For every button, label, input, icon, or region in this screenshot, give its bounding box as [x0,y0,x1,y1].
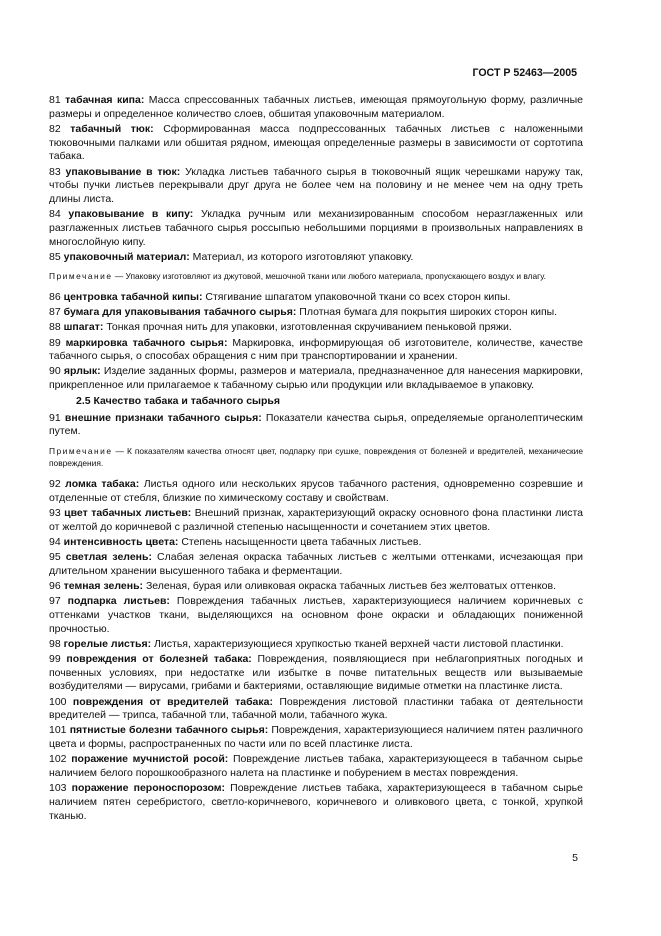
term-name: ломка табака: [65,477,140,490]
term-number: 101 [49,724,67,737]
note-packaging [49,270,583,283]
term-number: 85 [49,250,61,263]
term-entry [49,251,583,265]
term-definition: Повреждения листовой пластинки табака от деятельности вредителей — трипса, табачной тли, табачной моли, табачного жука. [49,695,583,722]
term-entry [49,94,583,121]
term-number: 97 [49,595,61,608]
term-number: 84 [49,208,61,221]
term-number: 89 [49,336,61,349]
term-number: 95 [49,550,61,563]
term-definition: Листья одного или нескольких ярусов табачного растения, одновременно созревшие и отделенные от стебля, близкие по химическому составу и свойствам. [49,477,583,504]
term-number: 81 [49,94,61,106]
term-definition: Зеленая, бурая или оливковая окраска табачных листьев без желтоватых оттенков. [143,579,557,592]
term-definition: Повреждение листьев табака, характеризующееся в табачном сырье наличием белого порошкообразного налета на пластинке и побурением в местах повреждения. [49,753,583,780]
term-definition: Масса спрессованных табачных листьев, имеющая прямоугольную форму, различные размеры и определенное количество слоев, обшитая упаковочным материалом. [49,94,583,120]
term-definition: Листья, характеризующиеся хрупкостью тканей верхней части листовой пластинки. [151,637,564,650]
term-name: упаковочный материал: [63,250,190,263]
term-definition: Тонкая прочная нить для упаковки, изготовленная скручиванием пеньковой пряжи. [103,321,512,334]
term-number: 86 [49,290,61,303]
term-entry [49,653,583,694]
term-entry [49,580,583,594]
term-name: поражение мучнистой росой: [71,753,229,766]
term-name: поражение пероноспорозом: [71,782,226,795]
term-definition: Внешний признак, характеризующий окраску основного фона пластинки листа от желтой до коричневой с различной степенью насыщенности и сочетанием этих цветов. [49,506,584,533]
term-number: 98 [49,637,61,650]
term-number: 102 [49,753,67,766]
term-definition: Сформированная масса подпрессованных табачных листьев с наложенными тюковочными палками или обшитая рядном, имеющая определенные размеры в зависимости от сортотипа табака. [49,122,584,163]
term-name: пятнистые болезни табачного сырья: [69,724,269,737]
note-quality [49,445,583,470]
entries-group-c [49,412,583,439]
term-entry [49,306,583,320]
term-number: 100 [49,695,67,708]
term-entry [49,166,583,207]
term-number: 90 [49,365,61,378]
term-number: 93 [49,506,61,519]
term-entry [49,551,583,578]
term-name: упаковывание в тюк: [65,165,181,178]
term-number: 82 [49,122,61,135]
term-name: горелые листья: [63,637,152,650]
term-definition: Плотная бумага для покрытия широких сторон кипы. [296,306,558,319]
term-entry [49,507,583,534]
term-entry [49,291,583,305]
term-name: шпагат: [63,321,104,334]
document-header: ГОСТ Р 52463—2005 [472,67,577,79]
term-entry [49,536,583,550]
term-number: 94 [49,535,61,548]
note-label: Примечание [49,271,113,282]
term-number: 96 [49,579,61,592]
term-name: светлая зелень: [65,550,152,563]
term-name: внешние признаки табачного сырья: [64,411,262,424]
entries-group-d [49,478,583,823]
term-number: 99 [49,652,61,665]
term-definition: Стягивание шпагатом упаковочной ткани со всех сторон кипы. [202,290,511,303]
term-entry [49,412,583,439]
term-number: 92 [49,477,61,490]
term-entry [49,321,583,335]
entries-group-a [49,94,583,264]
term-definition: Укладка листьев табачного сырья в тюковочный ящик черешками наружу так, чтобы пучки листьев перекрывали друг друга не более чем на половину и не менее чем на одну треть длины листа. [49,165,584,205]
term-entry [49,724,583,751]
term-number: 83 [49,165,61,178]
term-name: повреждения от вредителей табака: [72,695,273,708]
term-number: 87 [49,306,61,319]
term-definition: Укладка ручным или механизированным способом неразглаженных или разглаженных листьев табачного сырья россыпью небольшими порциями в произвольных направлениях в многослойную кипу. [49,208,584,248]
term-entry [49,478,583,505]
term-number: 91 [49,411,61,424]
term-name: интенсивность цвета: [63,535,179,548]
term-name: повреждения от болезней табака: [66,652,252,665]
term-definition: Степень насыщенности цвета табачных листьев. [178,535,422,548]
note-text: — К показателям качества относят цвет, подпарку при сушке, повреждения от болезней и вредителей, механические повреждения. [49,445,584,469]
term-entry [49,595,583,636]
term-name: табачная кипа: [65,94,145,106]
term-definition: Материал, из которого изготовляют упаковку. [189,250,414,263]
term-name: цвет табачных листьев: [64,506,192,519]
term-name: подпарка листьев: [67,595,170,608]
section-title: 2.5 Качество табака и табачного сырья [76,394,281,407]
term-entry [49,123,583,164]
term-definition: Повреждение листьев табака, характеризующееся в табачном сырье наличием пятен серебристого, светло-коричневого, коричневого и оливкового цвета, с тонкой, хрупкой тканью. [49,782,583,822]
term-name: бумага для упаковывания табачного сырья: [63,306,297,319]
page-number: 5 [572,852,578,864]
term-definition: Повреждения, появляющиеся при неблагоприятных погодных и почвенных условиях, при недостатке или избытке в почве питательных веществ или вызываемые возбудителями — вирусами, грибами и бактериями, оставляющие видимые отметки на пластинке листа. [49,652,584,693]
term-name: маркировка табачного сырья: [65,336,228,349]
term-entry [49,696,583,723]
term-entry [49,638,583,652]
note-text: — Упаковку изготовляют из джутовой, мешочной ткани или любого материала, пропускающего воздух и влагу. [114,271,546,282]
term-number: 103 [49,782,67,795]
term-number: 88 [49,321,61,334]
term-entry [49,782,583,823]
term-definition: Маркировка, информирующая об изготовителе, количестве, качестве табачного сырья, о способах обращения с ним при транспортировании и хранении. [49,336,583,363]
term-name: центровка табачной кипы: [63,290,203,303]
term-name: темная зелень: [63,579,144,592]
document-body [49,94,583,825]
term-definition: Показатели качества сырья, определяемые органолептическим путем. [49,411,583,438]
note-label: Примечание [49,445,113,456]
term-entry [49,208,583,249]
term-name: ярлык: [63,365,101,378]
term-name: упаковывание в кипу: [68,208,194,221]
term-entry [49,337,583,364]
term-definition: Повреждения, характеризующиеся наличием пятен различного цвета и формы, распространенных по части или по всей пластинке листа. [49,724,583,751]
entries-group-b [49,291,583,393]
term-entry [49,365,583,392]
term-name: табачный тюк: [70,122,154,135]
term-entry [49,753,583,780]
term-definition: Слабая зеленая окраска табачных листьев с желтыми оттенками, исчезающая при длительном хранении высушенного табака и ферментации. [49,550,583,577]
term-definition: Повреждения табачных листьев, характеризующиеся наличием коричневых с оттенками участков ткани, выделяющихся на основном фоне окраски и обладающих пониженной прочностью. [49,595,583,635]
term-definition: Изделие заданных формы, размеров и материала, предназначенное для нанесения маркировки, прикрепленное или прилагаемое к табачному сырью или продукции или вкладываемое в упаковку. [49,365,583,392]
